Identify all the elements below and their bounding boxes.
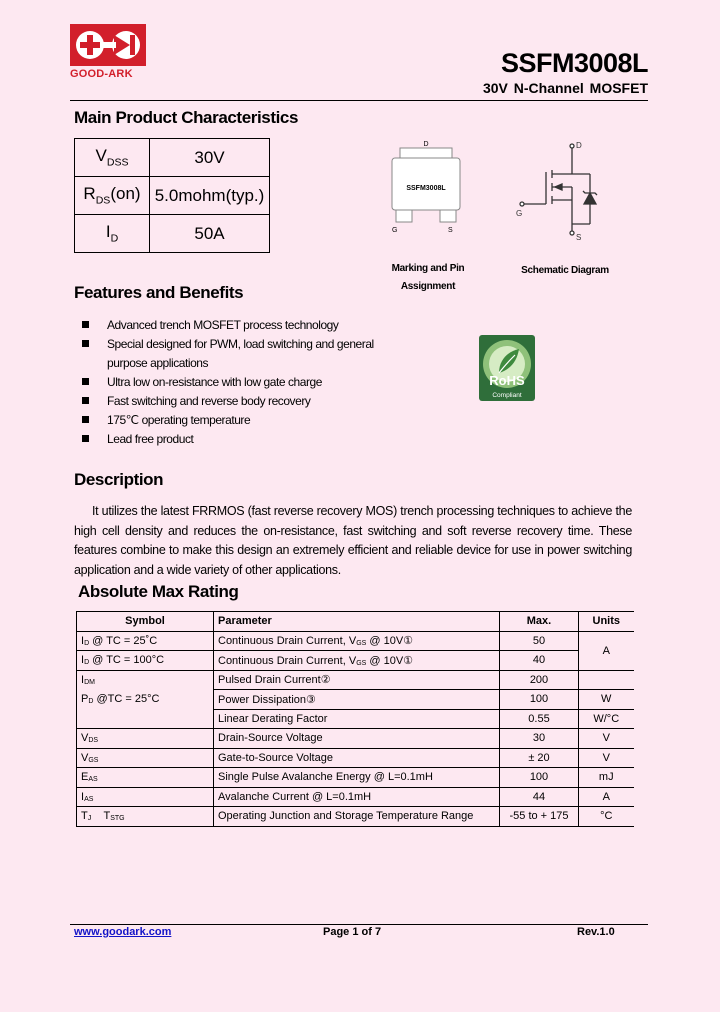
table-row	[77, 787, 634, 807]
schematic-pin-g: G	[516, 209, 523, 218]
max-cell: -55 to + 175	[500, 807, 579, 827]
abs-max-table	[76, 611, 634, 827]
symbol-cell: IAS	[77, 787, 214, 807]
parameter-cell: Operating Junction and Storage Temperature Range	[214, 807, 500, 827]
revision: Rev.1.0	[577, 926, 615, 938]
table-row	[75, 215, 270, 253]
features-list	[80, 316, 380, 449]
table-row	[77, 807, 634, 827]
package-pin-d: D	[423, 141, 429, 148]
table-header-row	[77, 612, 634, 632]
list-item: Advanced trench MOSFET process technology	[80, 316, 380, 335]
symbol-cell: ID @ TC = 100°C	[77, 651, 214, 671]
unit-cell: W	[579, 690, 634, 710]
table-row	[75, 177, 270, 215]
unit-cell	[579, 670, 634, 690]
document-subtitle: 30V N-Channel MOSFET	[482, 80, 648, 96]
max-cell: 44	[500, 787, 579, 807]
logo-text: GOOD-ARK	[70, 68, 133, 80]
unit-cell: mJ	[579, 768, 634, 788]
max-cell: ± 20	[500, 748, 579, 768]
symbol-cell: ID @ TC = 25˚C	[77, 631, 214, 651]
symbol-cell: $R_{DS}(on)$	[75, 177, 150, 215]
column-header: Parameter	[214, 612, 500, 632]
description-text: It utilizes the latest FRRMOS (fast reverse recovery MOS) trench processing techniques to achieve the high cell density and reduces the on-resistance, fast switching and soft reverse recovery time. These features combine to make this design an extremely efficient and reliable device for use in power switching application and a wide variety of other applications.	[74, 504, 632, 577]
symbol-cell: EAS	[77, 768, 214, 788]
page-number: Page 1 of 7	[323, 926, 382, 938]
unit-cell: °C	[579, 807, 634, 827]
table-row	[77, 748, 634, 768]
table-row	[77, 690, 634, 710]
package-caption: Marking and Pin Assignment	[391, 263, 465, 292]
unit-cell: W/°C	[579, 709, 634, 729]
footer-divider	[70, 924, 648, 925]
table-row	[77, 631, 634, 651]
part-number: SSFM3008L	[500, 48, 648, 78]
schematic-pin-s: S	[576, 233, 582, 242]
parameter-cell: Linear Derating Factor	[214, 709, 500, 729]
symbol-cell: $V_{DSS}$	[75, 139, 150, 177]
parameter-cell: Pulsed Drain Current②	[214, 670, 500, 690]
unit-cell: A	[579, 631, 634, 670]
max-cell: 40	[500, 651, 579, 671]
column-header: Units	[579, 612, 634, 632]
table-row	[77, 768, 634, 788]
abs-max-heading: Absolute Max Rating	[78, 582, 239, 601]
value-cell: 50A	[150, 215, 270, 253]
symbol-cell: TJ TSTG	[77, 807, 214, 827]
column-header: Symbol	[77, 612, 214, 632]
list-item: Lead free product	[80, 430, 380, 449]
schematic-pin-d: D	[576, 141, 582, 150]
max-cell: 50	[500, 631, 579, 651]
main-characteristics-table	[74, 138, 270, 253]
list-item: 175℃ operating temperature	[80, 411, 380, 430]
table-row	[75, 139, 270, 177]
table-row	[77, 670, 634, 690]
list-item: Fast switching and reverse body recovery	[80, 392, 380, 411]
features-heading: Features and Benefits	[74, 283, 244, 302]
symbol-cell: IDM	[77, 670, 214, 690]
parameter-cell: Avalanche Current @ L=0.1mH	[214, 787, 500, 807]
list-item: Special designed for PWM, load switching and general purpose applications	[80, 335, 380, 373]
max-cell: 100	[500, 768, 579, 788]
max-cell: 100	[500, 690, 579, 710]
list-item: Ultra low on-resistance with low gate charge	[80, 373, 380, 392]
header-divider	[70, 100, 648, 101]
parameter-cell: Continuous Drain Current, VGS @ 10V①	[214, 651, 500, 671]
schematic-diagram	[512, 138, 612, 248]
unit-cell: A	[579, 787, 634, 807]
package-drawing	[388, 138, 468, 238]
symbol-cell: PD @TC = 25°C	[77, 690, 214, 710]
rohs-badge	[479, 335, 535, 401]
schematic-caption: Schematic Diagram	[521, 265, 609, 276]
max-cell: 0.55	[500, 709, 579, 729]
parameter-cell: Gate-to-Source Voltage	[214, 748, 500, 768]
symbol-cell: VGS	[77, 748, 214, 768]
package-pin-g: G	[392, 227, 398, 234]
parameter-cell: Power Dissipation③	[214, 690, 500, 710]
website-link[interactable]: www.goodark.com	[74, 926, 172, 938]
unit-cell: V	[579, 748, 634, 768]
main-characteristics-heading: Main Product Characteristics	[74, 108, 299, 127]
symbol-cell: $I_D$	[75, 215, 150, 253]
unit-cell: V	[579, 729, 634, 749]
package-pin-s: S	[448, 227, 453, 234]
parameter-cell: Continuous Drain Current, VGS @ 10V①	[214, 631, 500, 651]
rohs-sub: Compliant	[492, 392, 522, 399]
symbol-cell	[77, 709, 214, 729]
description-heading: Description	[74, 470, 164, 489]
parameter-cell: Single Pulse Avalanche Energy @ L=0.1mH	[214, 768, 500, 788]
max-cell: 30	[500, 729, 579, 749]
column-header: Max.	[500, 612, 579, 632]
value-cell: 30V	[150, 139, 270, 177]
table-row	[77, 729, 634, 749]
table-row	[77, 651, 634, 671]
value-cell: 5.0mohm(typ.)	[150, 177, 270, 215]
package-marking: SSFM3008L	[406, 185, 446, 192]
symbol-cell: VDS	[77, 729, 214, 749]
rohs-label: RoHS	[489, 373, 525, 388]
max-cell: 200	[500, 670, 579, 690]
table-row	[77, 709, 634, 729]
parameter-cell: Drain-Source Voltage	[214, 729, 500, 749]
